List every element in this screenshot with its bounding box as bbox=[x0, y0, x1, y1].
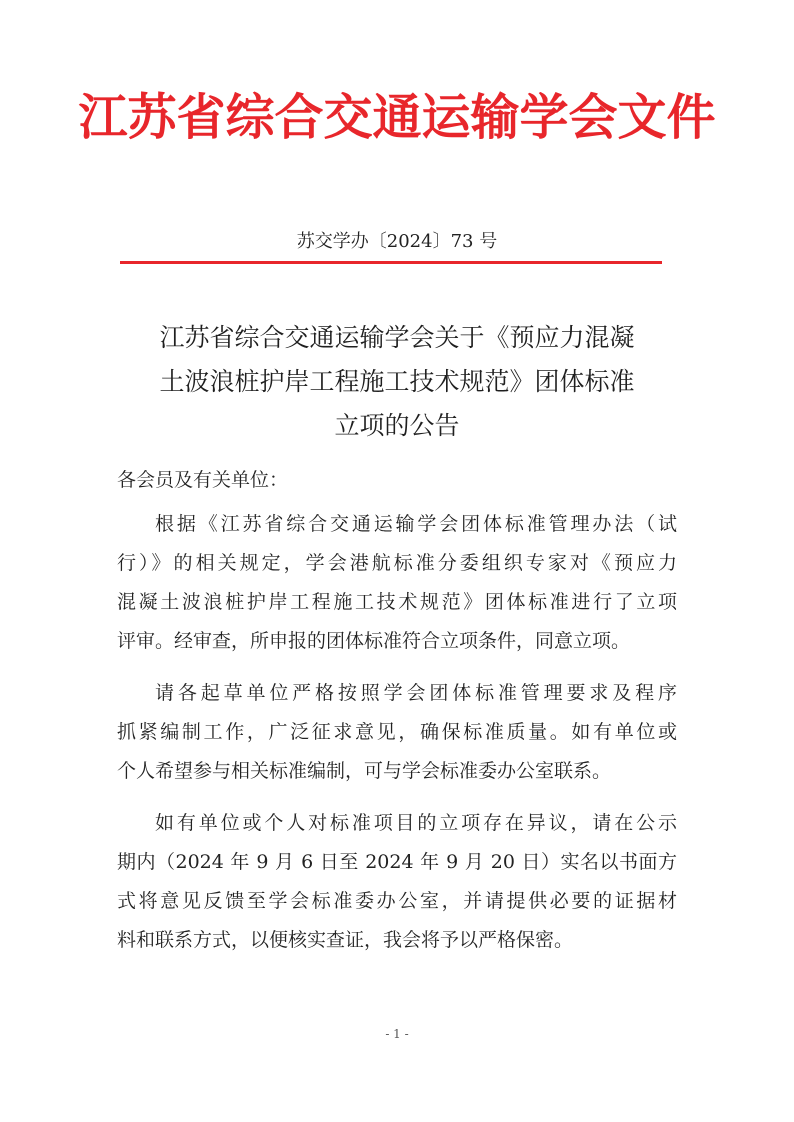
paragraph-line: 式将意见反馈至学会标准委办公室，并请提供必要的证据材 bbox=[117, 890, 677, 912]
paragraph-line: 行）》的相关规定，学会港航标准分委组织专家对《预应力 bbox=[117, 552, 677, 574]
body-paragraph bbox=[117, 674, 677, 791]
title-line: 江苏省综合交通运输学会关于《预应力混凝 bbox=[159, 323, 635, 352]
organization-masthead: 江苏省综合交通运输学会文件 bbox=[78, 89, 716, 146]
paragraph-line: 料和联系方式，以便核实查证，我会将予以严格保密。 bbox=[117, 929, 574, 951]
paragraph-line: 抓紧编制工作，广泛征求意见，确保标准质量。如有单位或 bbox=[117, 721, 677, 743]
paragraph-line: 期内（2024 年 9 月 6 日至 2024 年 9 月 20 日）实名以书面方 bbox=[117, 851, 677, 873]
title-line: 立项的公告 bbox=[334, 411, 460, 440]
page-number: - 1 - bbox=[385, 1027, 409, 1041]
body-paragraph bbox=[117, 804, 677, 960]
paragraph-line: 评审。经审查，所申报的团体标准符合立项条件，同意立项。 bbox=[117, 630, 631, 652]
red-divider-line bbox=[120, 261, 662, 264]
paragraph-line: 个人希望参与相关标准编制，可与学会标准委办公室联系。 bbox=[117, 760, 612, 782]
paragraph-line: 混凝土波浪桩护岸工程施工技术规范》团体标准进行了立项 bbox=[117, 591, 677, 613]
paragraph-line: 根据《江苏省综合交通运输学会团体标准管理办法（试 bbox=[155, 513, 677, 535]
document-title bbox=[110, 316, 684, 448]
salutation: 各会员及有关单位： bbox=[117, 469, 289, 491]
title-line: 土波浪桩护岸工程施工技术规范》团体标准 bbox=[159, 367, 635, 396]
body-paragraph bbox=[117, 505, 677, 661]
paragraph-line: 请各起草单位严格按照学会团体标准管理要求及程序 bbox=[155, 682, 677, 704]
paragraph-line: 如有单位或个人对标准项目的立项存在异议，请在公示 bbox=[155, 812, 677, 834]
document-number: 苏交学办〔2024〕73 号 bbox=[296, 231, 498, 252]
